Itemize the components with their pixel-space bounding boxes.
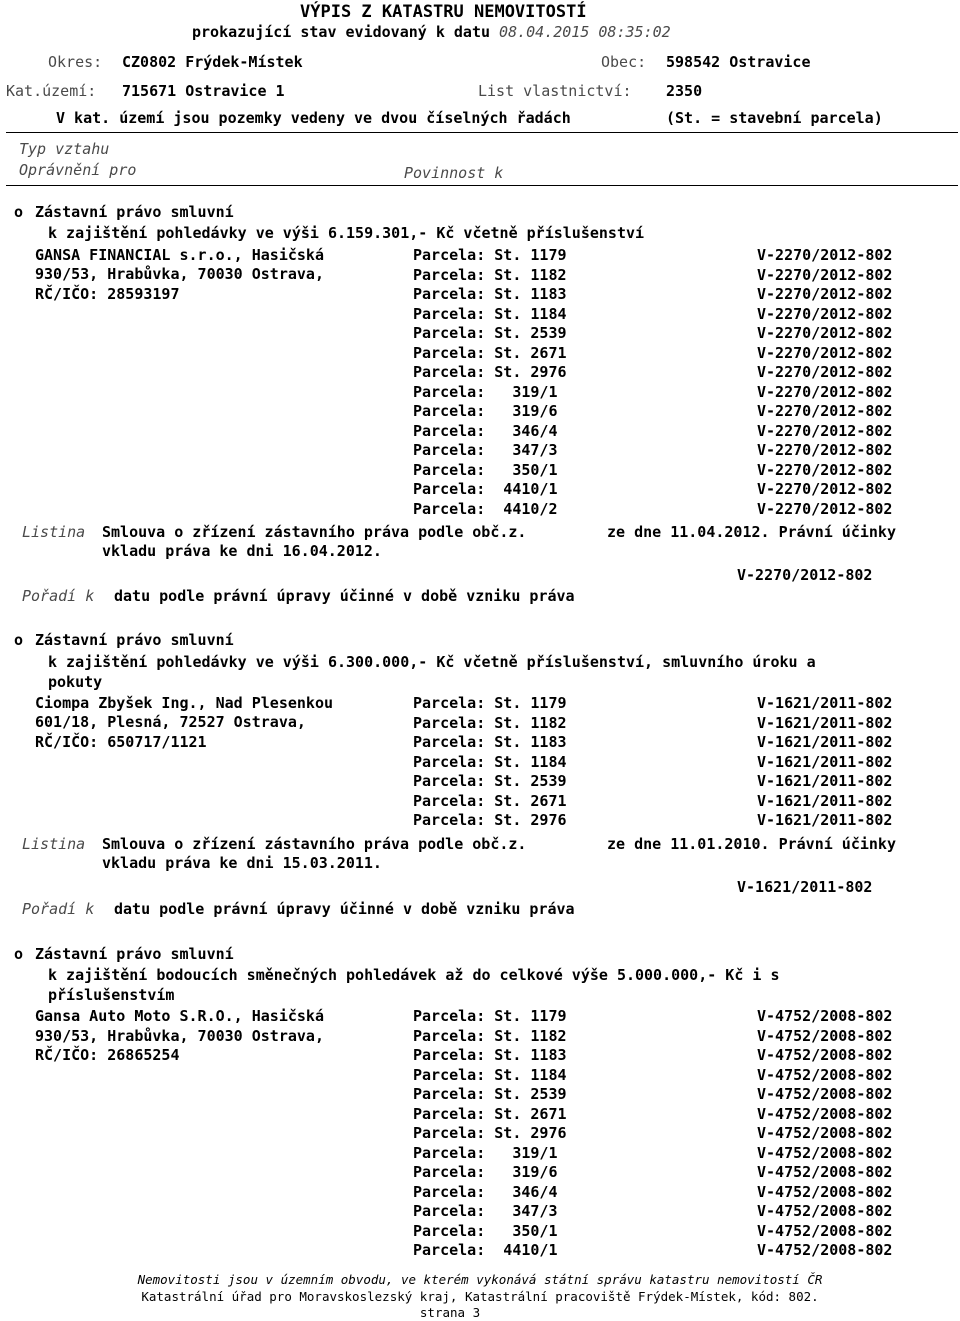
- parcel-reference: V-4752/2008-802: [757, 1163, 893, 1181]
- parcel-number: Parcela: 4410/1: [413, 480, 558, 498]
- poradi-text: datu podle právní úpravy účinné v době vzniku práva: [114, 587, 575, 605]
- parcel-number: Parcela: St. 2671: [413, 343, 567, 362]
- parcel-number: Parcela: St. 1179: [413, 1007, 567, 1025]
- poradi-text: datu podle právní úpravy účinné v době vzniku práva: [114, 900, 575, 918]
- parcel-series-note-right: (St. = stavební parcela): [666, 109, 883, 127]
- entry-description: k zajištění bodoucích směnečných pohledávek až do celkové výše 5.000.000,- Kč i s: [48, 966, 780, 984]
- parcel-number: Parcela: St. 1183: [413, 1046, 567, 1064]
- footer-line-2: Katastrální úřad pro Moravskoslezský kraj, Katastrální pracoviště Frýdek-Místek, kód: 802.: [141, 1289, 819, 1304]
- parcel-reference: V-4752/2008-802: [757, 1202, 893, 1220]
- entry-title: Zástavní právo smluvní: [35, 631, 234, 649]
- parcel-reference: V-2270/2012-802: [757, 246, 893, 264]
- parcel-reference: V-4752/2008-802: [757, 1241, 893, 1259]
- listina-date: ze dne 11.04.2012. Právní účinky: [607, 523, 896, 541]
- parcel-reference: V-1621/2011-802: [757, 791, 893, 810]
- parcel-series-note: V kat. území jsou pozemky vedeny ve dvou číselných řadách: [56, 109, 571, 127]
- parcel-number: Parcela: 4410/1: [413, 1241, 558, 1259]
- parcel-reference: V-4752/2008-802: [757, 1065, 893, 1084]
- party-line: RČ/IČO: 650717/1121: [35, 733, 207, 751]
- footer-line-1: Nemovitosti jsou v územním obvodu, ve kterém vykonává státní správu katastru nemovitostí ČR: [137, 1272, 823, 1287]
- parcel-number: Parcela: St. 1183: [413, 285, 567, 303]
- parcel-number: Parcela: 350/1: [413, 460, 558, 479]
- parcel-reference: V-2270/2012-802: [757, 363, 893, 381]
- parcel-number: Parcela: St. 1182: [413, 1026, 567, 1045]
- listina-text: Smlouva o zřízení zástavního práva podle obč.z.: [102, 523, 527, 541]
- parcel-number: Parcela: St. 2671: [413, 791, 567, 810]
- parcel-number: Parcela: St. 1179: [413, 694, 567, 712]
- parcel-number: Parcela: St. 1184: [413, 752, 567, 771]
- parcel-reference: V-4752/2008-802: [757, 1046, 893, 1064]
- parcel-number: Parcela: 319/1: [413, 1143, 558, 1162]
- parcel-reference: V-2270/2012-802: [757, 343, 893, 362]
- parcel-number: Parcela: St. 1182: [413, 265, 567, 284]
- listina-reference: V-1621/2011-802: [737, 878, 873, 896]
- document-title: VÝPIS Z KATASTRU NEMOVITOSTÍ: [300, 2, 587, 22]
- okres-value: CZ0802 Frýdek-Místek: [122, 53, 303, 71]
- party-line: Gansa Auto Moto S.R.O., Hasičská: [35, 1007, 324, 1025]
- parcel-reference: V-2270/2012-802: [757, 285, 893, 303]
- lv-label: List vlastnictví:: [478, 82, 632, 100]
- parcel-reference: V-4752/2008-802: [757, 1221, 893, 1240]
- parcel-reference: V-2270/2012-802: [757, 304, 893, 323]
- parcel-reference: V-4752/2008-802: [757, 1104, 893, 1123]
- obec-label: Obec:: [601, 53, 647, 71]
- status-date-line: [192, 23, 671, 42]
- parcel-number: Parcela: 347/3: [413, 441, 558, 459]
- parcel-reference: V-2270/2012-802: [757, 421, 893, 440]
- parcel-number: Parcela: 319/6: [413, 1163, 558, 1181]
- parcel-number: Parcela: 4410/2: [413, 499, 558, 518]
- parcel-number: Parcela: St. 2539: [413, 772, 567, 790]
- parcel-reference: V-2270/2012-802: [757, 499, 893, 518]
- party-line: Ciompa Zbyšek Ing., Nad Plesenkou: [35, 694, 334, 712]
- poradi-label: Pořadí k: [22, 900, 95, 918]
- parcel-number: Parcela: St. 2976: [413, 363, 567, 381]
- divider-columns: [6, 185, 958, 186]
- parcel-reference: V-1621/2011-802: [757, 772, 893, 790]
- parcel-number: Parcela: 346/4: [413, 421, 558, 440]
- listina-vklad: vkladu práva ke dni 16.04.2012.: [102, 542, 382, 560]
- party-line: RČ/IČO: 28593197: [35, 285, 180, 303]
- party-line: GANSA FINANCIAL s.r.o., Hasičská: [35, 246, 324, 264]
- listina-label: Listina: [22, 835, 86, 853]
- listina-text: Smlouva o zřízení zástavního práva podle obč.z.: [102, 835, 527, 853]
- parcel-reference: V-2270/2012-802: [757, 460, 893, 479]
- entry-description: pokuty: [48, 673, 103, 691]
- parcel-number: Parcela: St. 2671: [413, 1104, 567, 1123]
- parcel-reference: V-1621/2011-802: [757, 694, 893, 712]
- listina-label: Listina: [22, 523, 86, 541]
- status-date-value: 08.04.2015 08:35:02: [499, 23, 671, 41]
- entry-description: příslušenstvím: [48, 986, 175, 1004]
- parcel-number: Parcela: 347/3: [413, 1202, 558, 1220]
- party-line: 930/53, Hrabůvka, 70030 Ostrava,: [35, 265, 324, 283]
- party-line: 601/18, Plesná, 72527 Ostrava,: [35, 713, 306, 731]
- parcel-number: Parcela: St. 2976: [413, 1124, 567, 1142]
- parcel-reference: V-2270/2012-802: [757, 441, 893, 459]
- parcel-reference: V-4752/2008-802: [757, 1026, 893, 1045]
- parcel-reference: V-2270/2012-802: [757, 265, 893, 284]
- listina-date: ze dne 11.01.2010. Právní účinky: [607, 835, 896, 853]
- parcel-number: Parcela: St. 2976: [413, 811, 567, 829]
- parcel-reference: V-4752/2008-802: [757, 1085, 893, 1103]
- parcel-reference: V-2270/2012-802: [757, 480, 893, 498]
- entry-title: Zástavní právo smluvní: [35, 203, 234, 221]
- parcel-number: Parcela: St. 1179: [413, 246, 567, 264]
- column-typ-vztahu: Typ vztahu: [19, 140, 110, 158]
- entry-title: Zástavní právo smluvní: [35, 945, 234, 963]
- parcel-number: Parcela: St. 1184: [413, 304, 567, 323]
- parcel-number: Parcela: St. 1184: [413, 1065, 567, 1084]
- entry-bullet: o: [14, 203, 24, 221]
- listina-reference: V-2270/2012-802: [737, 566, 873, 584]
- parcel-reference: V-4752/2008-802: [757, 1124, 893, 1142]
- entry-description: k zajištění pohledávky ve výši 6.159.301,- Kč včetně příslušenství: [48, 224, 645, 242]
- parcel-reference: V-2270/2012-802: [757, 402, 893, 420]
- parcel-number: Parcela: St. 1183: [413, 733, 567, 751]
- okres-label: Okres:: [48, 53, 103, 71]
- parcel-number: Parcela: 319/1: [413, 382, 558, 401]
- footer-page-number: strana 3: [419, 1305, 481, 1320]
- parcel-number: Parcela: St. 2539: [413, 1085, 567, 1103]
- parcel-reference: V-4752/2008-802: [757, 1007, 893, 1025]
- party-line: 930/53, Hrabůvka, 70030 Ostrava,: [35, 1027, 324, 1045]
- katuzemi-value: 715671 Ostravice 1: [122, 82, 285, 100]
- entry-bullet: o: [14, 631, 24, 649]
- column-opravneni-pro: Oprávnění pro: [19, 161, 137, 179]
- parcel-number: Parcela: 350/1: [413, 1221, 558, 1240]
- parcel-number: Parcela: 319/6: [413, 402, 558, 420]
- party-line: RČ/IČO: 26865254: [35, 1046, 180, 1064]
- parcel-reference: V-2270/2012-802: [757, 324, 893, 342]
- column-povinnost-k: Povinnost k: [404, 164, 504, 182]
- katuzemi-label: Kat.území:: [6, 82, 97, 100]
- divider-top: [6, 132, 958, 133]
- parcel-reference: V-1621/2011-802: [757, 752, 893, 771]
- parcel-reference: V-4752/2008-802: [757, 1182, 893, 1201]
- parcel-reference: V-1621/2011-802: [757, 811, 893, 829]
- poradi-label: Pořadí k: [22, 587, 95, 605]
- listina-vklad: vkladu práva ke dni 15.03.2011.: [102, 854, 382, 872]
- parcel-reference: V-2270/2012-802: [757, 382, 893, 401]
- entry-description: k zajištění pohledávky ve výši 6.300.000,- Kč včetně příslušenství, smluvního úroku a: [48, 653, 816, 671]
- parcel-number: Parcela: St. 2539: [413, 324, 567, 342]
- entry-bullet: o: [14, 945, 24, 963]
- status-date-prefix: prokazující stav evidovaný k datu: [192, 23, 491, 41]
- parcel-number: Parcela: St. 1182: [413, 713, 567, 732]
- lv-value: 2350: [666, 82, 703, 100]
- parcel-reference: V-1621/2011-802: [757, 713, 893, 732]
- parcel-reference: V-1621/2011-802: [757, 733, 893, 751]
- parcel-reference: V-4752/2008-802: [757, 1143, 893, 1162]
- parcel-number: Parcela: 346/4: [413, 1182, 558, 1201]
- obec-value: 598542 Ostravice: [666, 53, 811, 71]
